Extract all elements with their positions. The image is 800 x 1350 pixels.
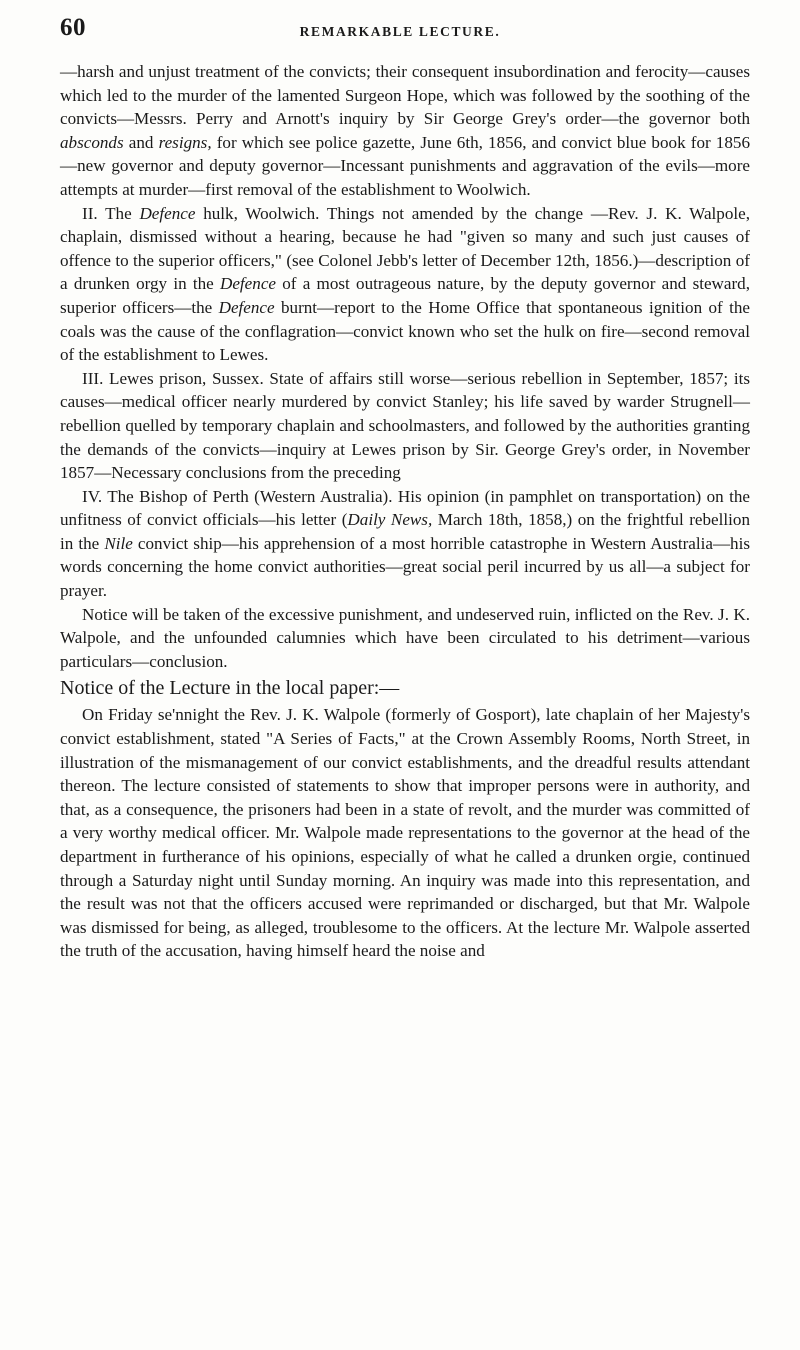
running-head — [60, 14, 740, 48]
page-body — [60, 60, 750, 963]
italic-text: Defence — [139, 203, 196, 223]
paragraph-notice: Notice will be taken of the excessive punishment, and undeserved ruin, inflicted on the Rev. J. K. Walpole, and the unfounded calumnies which have been circulated to his detriment—various particulars—conclusion. — [60, 604, 750, 671]
paragraph-continuation — [60, 60, 750, 202]
text-run: of a most outrageous nature, by the deputy governor and steward, superior officers—the — [60, 274, 750, 317]
paragraph-lewes-prison: III. Lewes prison, Sussex. State of affairs still worse—serious rebellion in September, 1857; its causes—medical officer nearly murdered by convict Stanley; his life saved by warder Strugnell—rebellion quelled by temporary chaplain and schoolmasters, and followed by the authorities granting the demands of the convicts—inquiry at Lewes prison by Sir. George Grey's order, in November 1857—Necessary conclusions from the preceding — [60, 368, 750, 483]
paragraph-bishop-of-perth — [60, 485, 750, 603]
text-run: IV. The Bishop of Perth (Western Australia). His opinion (in pamphlet on transportation) on the unfitness of convict officials—his letter ( — [60, 486, 750, 530]
paragraph-defence-hulk — [60, 202, 750, 367]
italic-text: Daily News, — [347, 510, 433, 530]
italic-text: resigns, — [158, 132, 212, 152]
italic-text: Defence — [218, 297, 275, 317]
text-run: II. The — [82, 203, 140, 223]
italic-text: Defence — [220, 274, 276, 294]
text-run: —harsh and unjust treatment of the convicts; their consequent insubordination and ferocity—causes which led to the murder of the lamented Surgeon Hope, which was followed by the soothing of the convicts—Messrs. Perry and Arnott's inquiry by Sir George Grey's order—the governor both — [60, 62, 750, 129]
text-run: for which see police gazette, June 6th, 1856, and convict blue book for 1856—new governor and deputy governor—Incessant punishments and aggravation of the evils—more attempts at murder—first removal of the establishment to Woolwich. — [60, 132, 750, 199]
text-run: convict ship—his apprehension of a most horrible catastrophe in Western Australia—his words concerning the home convict authorities—great social peril incurred by us all—a subject for prayer. — [60, 533, 750, 601]
text-run: burnt—report to the Home Office that spontaneous ignition of the coals was the cause of the conflagration—convict known who set the hulk on fire—second removal of the establishment to Lewes. — [60, 297, 750, 365]
running-title: REMARKABLE LECTURE. — [299, 24, 501, 39]
text-run: March 18th, 1858,) on the frightful rebellion in the — [60, 510, 750, 553]
section-heading: Notice of the Lecture in the local paper:— — [60, 677, 400, 700]
page-number: 60 — [60, 14, 86, 41]
paragraph-local-paper: On Friday se'nnight the Rev. J. K. Walpole (formerly of Gosport), late chaplain of her Majesty's convict establishment, stated "A Series of Facts," at the Crown Assembly Rooms, North Street, in illustration of the mismanagement of our convict establishments, and the dreadful results attendant thereon. The lecture consisted of statements to show that improper persons were in authority, and that, as a consequence, the prisoners had been in a state of revolt, and the murder was committed of a very worthy medical officer. Mr. Walpole made representations to the governor at the head of the department in furtherance of his opinions, especially of what he called a drunken orgie, continued through a Saturday night until Sunday morning. An inquiry was made into this representation, and the result was not that the officers accused were reprimanded or discharged, but that Mr. Walpole was dismissed for being, as alleged, troublesome to the officers. At the lecture Mr. Walpole asserted the truth of the accusation, having himself heard the noise and — [60, 705, 750, 961]
text-run: and — [123, 132, 159, 152]
italic-text: absconds — [60, 132, 124, 152]
text-run: hulk, Woolwich. Things not amended by the change —Rev. J. K. Walpole, chaplain, dismissed without a hearing, because he had "given so many and such just causes of offence to the superior officers," (see Colonel Jebb's letter of December 12th, 1856.)—description of a drunken orgy in the — [60, 203, 750, 294]
italic-text: Nile — [104, 533, 133, 553]
